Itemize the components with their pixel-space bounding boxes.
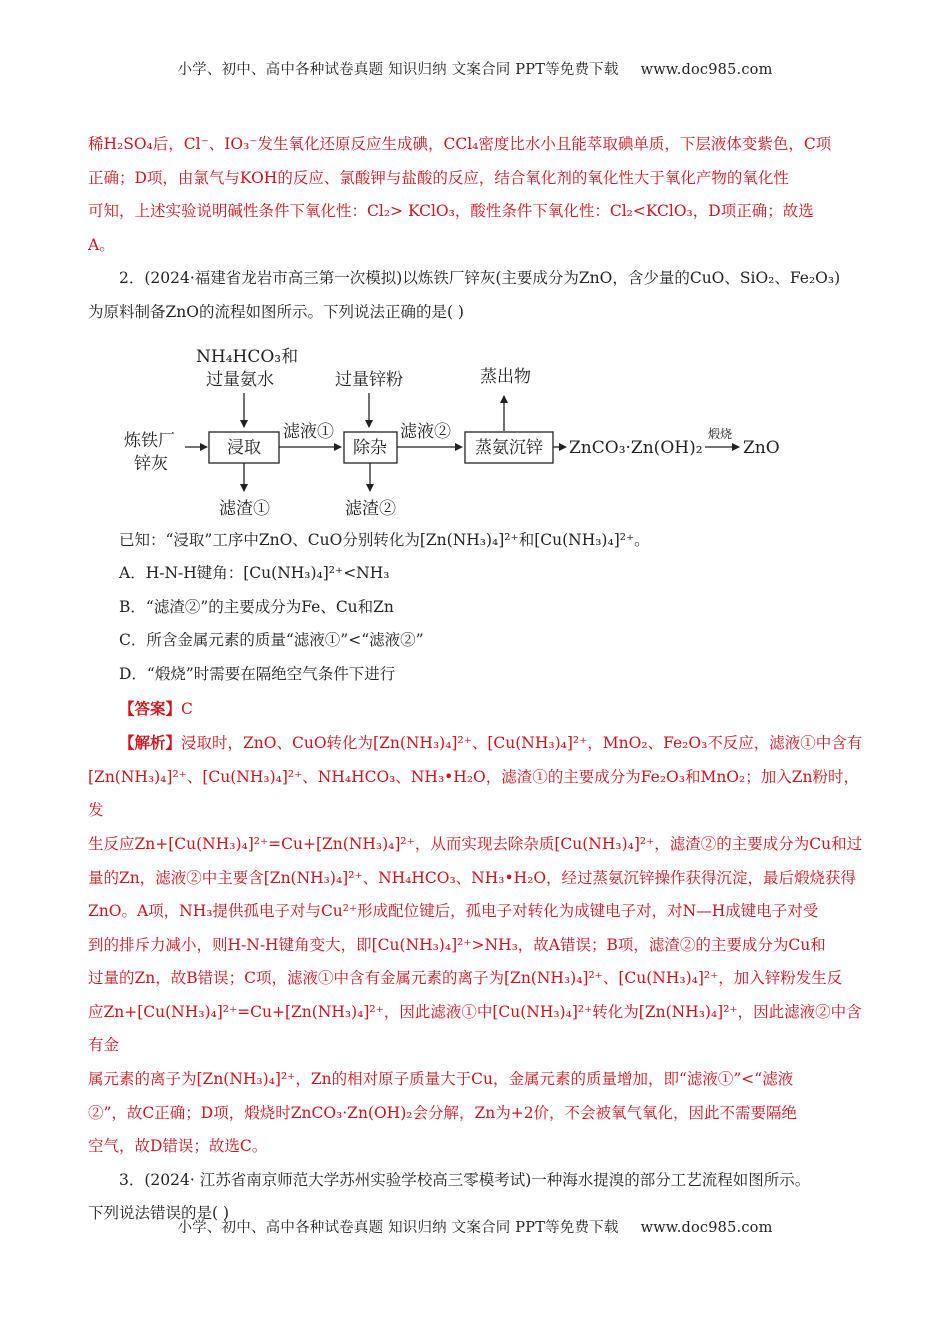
analysis-line-1-text: 浸取时，ZnO、CuO转化为[Zn(NH₃)₄]²⁺、[Cu(NH₃)₄]²⁺，MnO₂、Fe₂O₃不反应，滤液①中含有	[181, 734, 863, 753]
q3-stem-line-1: 3．(2024· 江苏省南京师范大学苏州实验学校高三零模考试)一种海水提溴的部分工艺流程如图所示。	[119, 1170, 811, 1189]
product-label: ZnCO₃·Zn(OH)₂	[569, 437, 703, 458]
residue1-label: 滤渣①	[219, 498, 270, 519]
vapor-label: 蒸出物	[480, 366, 531, 387]
box-ammonia-zinc-label: 蒸氨沉锌	[475, 437, 543, 458]
q2-analysis-line-11: 空气，故D错误；故选C。	[88, 1137, 268, 1156]
q1-analysis-line-2: 正确；D项，由氯气与KOH的反应、氯酸钾与盐酸的反应，结合氧化剂的氧化性大于氧化产物的氧化性	[88, 168, 789, 187]
page-header	[0, 58, 950, 79]
q2-answer	[88, 692, 868, 727]
final-product-label: ZnO	[743, 437, 780, 458]
q2-analysis-line-10: ②”，故C正确；D项，煅烧时ZnCO₃·Zn(OH)₂会分解，Zn为+2价，不会被氧气氧化，因此不需要隔绝	[88, 1103, 798, 1122]
q1-analysis-line-3: 可知，上述实验说明碱性条件下氧化性：Cl₂> KClO₃，酸性条件下氧化性：Cl₂<KClO₃，D项正确；故选	[88, 202, 814, 221]
page-footer	[0, 1216, 950, 1237]
q2-analysis-line-5: ZnO。A项，NH₃提供孤电子对与Cu²⁺形成配位键后，孤电子对转化为成键电子对，对N—H成键电子对受	[88, 902, 819, 921]
q2-stem-line-1: 2．(2024·福建省龙岩市高三第一次模拟)以炼铁厂锌灰(主要成分为ZnO，含少量的CuO、SiO₂、Fe₂O₃)	[119, 269, 841, 288]
answer-label: 【答案】	[119, 698, 182, 718]
q2-analysis-line-2: [Zn(NH₃)₄]²⁺、[Cu(NH₃)₄]²⁺、NH₄HCO₃、NH₃•H₂O，滤渣①的主要成分为Fe₂O₃和MnO₂；加入Zn粉时，发	[88, 767, 859, 820]
flow-diagram	[88, 338, 868, 522]
q2-analysis-line-6: 到的排斥力减小，则H-N-H键角变大，即[Cu(NH₃)₄]²⁺>NH₃，故A错误；B项，滤渣②的主要成分为Cu和	[88, 935, 826, 954]
q2-analysis-line-7: 过量的Zn，故B错误；C项，滤液①中含有金属元素的离子为[Zn(NH₃)₄]²⁺、[Cu(NH₃)₄]²⁺，加入锌粉发生反	[88, 969, 843, 988]
reagent1-line1: NH₄HCO₃和	[196, 346, 299, 367]
reagent2-label: 过量锌粉	[335, 369, 403, 390]
box-impurity-removal-label: 除杂	[353, 437, 387, 458]
flow-diagram-svg	[88, 338, 868, 522]
filtrate1-label: 滤液①	[283, 421, 334, 442]
answer-value: C	[181, 699, 193, 718]
header-text: 小学、初中、高中各种试卷真题 知识归纳 文案合同 PPT等免费下载	[177, 62, 619, 78]
footer-text: 小学、初中、高中各种试卷真题 知识归纳 文案合同 PPT等免费下载	[177, 1220, 619, 1236]
reagent1-line2: 过量氨水	[206, 369, 274, 390]
footer-url[interactable]: www.doc985.com	[640, 1220, 773, 1236]
q2-known: 已知：“浸取”工序中ZnO、CuO分别转化为[Zn(NH₃)₄]²⁺和[Cu(NH₃)₄]²⁺。	[119, 530, 650, 549]
q3-stem-line-2: 下列说法错误的是( )	[88, 1204, 230, 1223]
q2-option-a: A．H-N-H键角：[Cu(NH₃)₄]²⁺<NH₃	[119, 564, 390, 583]
box-leaching-label: 浸取	[227, 437, 261, 458]
q2-analysis-line-9: 属元素的离子为[Zn(NH₃)₄]²⁺，Zn的相对原子质量大于Cu，金属元素的质量增加，即“滤液①”<“滤液	[88, 1070, 794, 1089]
residue2-label: 滤渣②	[345, 498, 396, 519]
q1-analysis-line-1: 稀H₂SO₄后，Cl⁻、IO₃⁻发生氧化还原反应生成碘，CCl₄密度比水小且能萃取碘单质，下层液体变紫色，C项	[88, 135, 832, 153]
header-url[interactable]: www.doc985.com	[640, 62, 773, 78]
q2-analysis-line-1	[88, 726, 868, 761]
calcine-label: 煅烧	[708, 426, 733, 441]
source-line1: 炼铁厂	[124, 430, 175, 451]
page-content	[88, 128, 868, 1231]
q2-analysis-line-3: 生反应Zn+[Cu(NH₃)₄]²⁺=Cu+[Zn(NH₃)₄]²⁺，从而实现去除杂质[Cu(NH₃)₄]²⁺，滤渣②的主要成分为Cu和过	[88, 834, 863, 853]
q2-stem-line-2: 为原料制备ZnO的流程如图所示。下列说法正确的是( )	[88, 302, 464, 321]
q2-option-d: D．“煅烧”时需要在隔绝空气条件下进行	[119, 664, 396, 683]
q2-analysis-line-4: 量的Zn，滤液②中主要含[Zn(NH₃)₄]²⁺、NH₄HCO₃、NH₃•H₂O，经过蒸氨沉锌操作获得沉淀，最后煅烧获得	[88, 868, 857, 887]
source-line2: 锌灰	[134, 453, 168, 474]
filtrate2-label: 滤液②	[400, 421, 451, 442]
q2-analysis-line-8: 应Zn+[Cu(NH₃)₄]²⁺=Cu+[Zn(NH₃)₄]²⁺，因此滤液①中[Cu(NH₃)₄]²⁺转化为[Zn(NH₃)₄]²⁺，因此滤液②中含有金	[88, 1002, 862, 1055]
q1-analysis-line-4: A。	[88, 235, 115, 254]
q2-option-b: B．“滤渣②”的主要成分为Fe、Cu和Zn	[119, 597, 394, 616]
analysis-label: 【解析】	[119, 733, 182, 753]
q2-option-c: C．所含金属元素的质量“滤液①”<“滤液②”	[119, 631, 424, 650]
